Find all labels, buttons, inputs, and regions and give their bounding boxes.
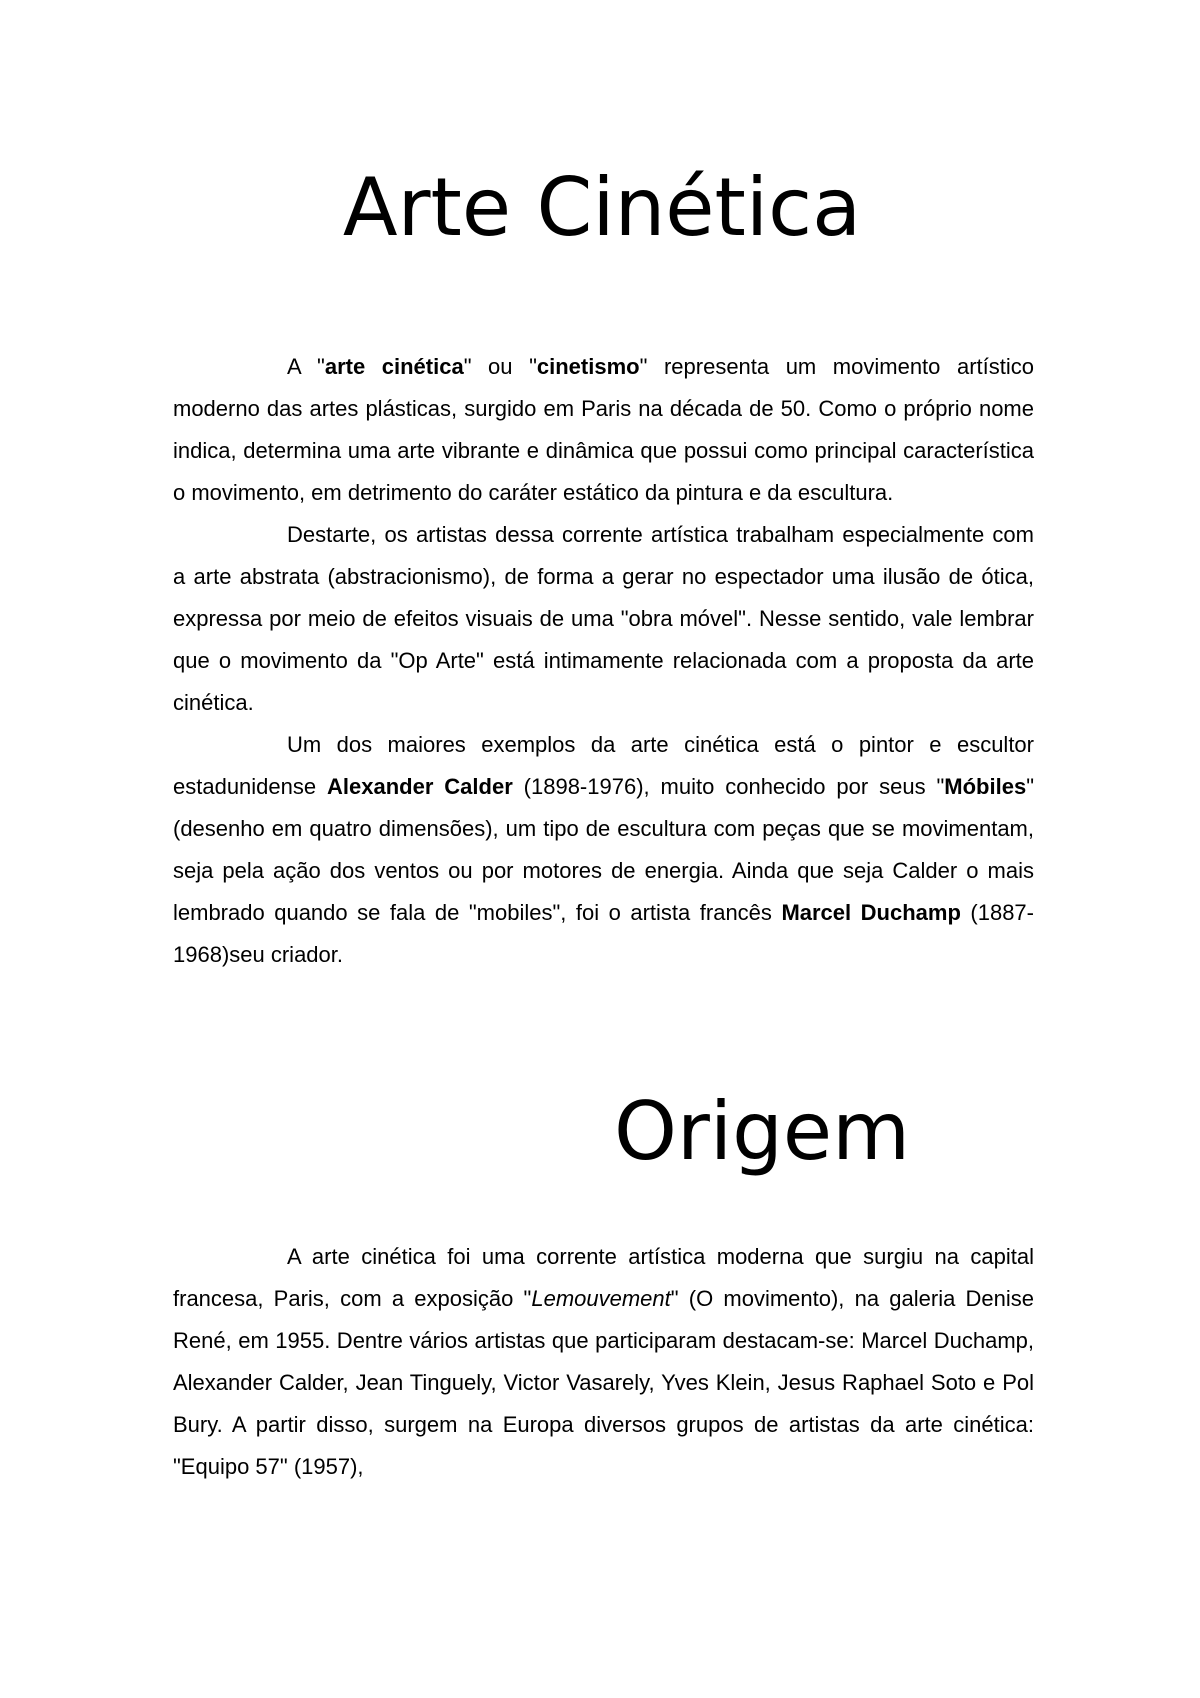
intro-section [173,346,1034,976]
paragraph-2 [173,514,1034,724]
text-run: (1887-1968)seu criador. [173,900,1034,967]
text-run: A arte cinética foi uma corrente artística moderna que surgiu na capital francesa, Paris, com a exposição " [173,1244,1034,1311]
text-run: Destarte, os artistas dessa corrente artística trabalham especialmente com a arte abstrata (abstracionismo), de forma a gerar no espectador uma ilusão de ótica, expressa por meio de efeitos visuais de uma "obra móvel". Nesse sentido, vale lembrar que o movimento da "Op Arte" está intimamente relacionada com a proposta da arte cinética. [173,522,1034,715]
origem-section [173,1236,1034,1488]
paragraph-4 [173,1236,1034,1488]
text-run: (1898-1976), muito conhecido por seus " [512,774,945,799]
paragraph-3 [173,724,1034,976]
bold-name-alexander-calder: Alexander Calder [327,774,513,799]
section-title-origem: Origem [613,1085,910,1178]
text-run: " (O movimento), na galeria Denise René, em 1955. Dentre vários artistas que participaram destacam-se: Marcel Duchamp, Alexander Calder, Jean Tinguely, Victor Vasarely, Yves Klein, Jesus Raphael Soto e Pol Bury. A partir disso, surgem na Europa diversos grupos de artistas da arte cinética: "Equipo 57" (1957), [173,1286,1034,1479]
italic-term-lemouvement: Lemouvement [531,1286,671,1311]
bold-term-arte-cinetica: arte cinética [324,354,464,379]
bold-term-mobiles: Móbiles [944,774,1027,799]
text-run: " (desenho em quatro dimensões), um tipo de escultura com peças que se movimentam, seja pela ação dos ventos ou por motores de energia. Ainda que seja Calder o mais lembrado quando se fala de "mobiles", foi o artista francês [173,774,1034,925]
bold-name-marcel-duchamp: Marcel Duchamp [781,900,961,925]
document-title: Arte Cinética [342,161,862,254]
text-run: Um dos maiores exemplos da arte cinética está o pintor e escultor estadunidense [173,732,1034,799]
bold-term-cinetismo: cinetismo [536,354,640,379]
text-run: " ou " [463,354,537,379]
text-run: " representa um movimento artístico moderno das artes plásticas, surgido em Paris na década de 50. Como o próprio nome indica, determina uma arte vibrante e dinâmica que possui como principal característica o movimento, em detrimento do caráter estático da pintura e da escultura. [173,354,1034,505]
paragraph-1 [173,346,1034,514]
text-run: A " [287,354,325,379]
